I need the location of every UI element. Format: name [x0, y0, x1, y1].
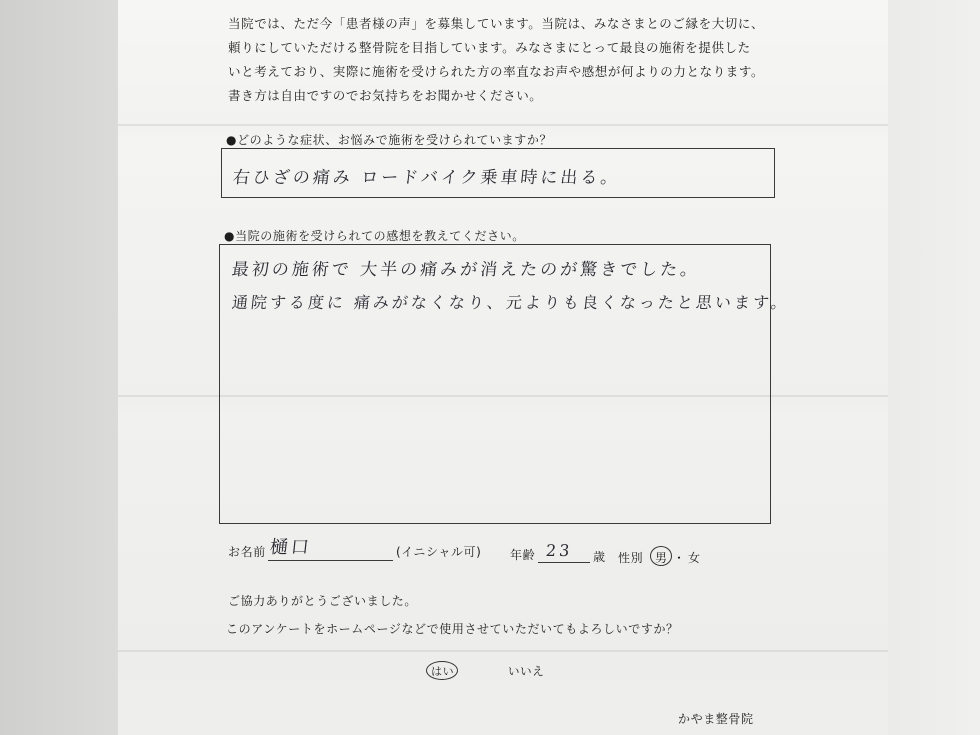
consent-no: いいえ: [508, 664, 545, 678]
gender-male: 男: [655, 551, 668, 565]
consent-question: このアンケートをホームページなどで使用させていただいてもよろしいですか？: [226, 622, 679, 636]
thanks-text: ご協力ありがとうございました。: [228, 594, 418, 608]
background-left: [0, 0, 130, 735]
intro-line-2: 頼りにしていただける整骨院を目指しています。みなさまにとって最良の施術を提供した: [228, 40, 751, 55]
question-2-answer-line-2: 通院する度に 痛みがなくなり、元よりも良くなったと思います。: [230, 293, 791, 312]
question-2-answer-line-1: 最初の施術で 大半の痛みが消えたのが驚きでした。: [230, 260, 702, 280]
intro-line-4: 書き方は自由ですのでお気持ちをお聞かせください。: [228, 88, 543, 103]
age-underline: [538, 562, 590, 563]
age-value: 23: [545, 541, 574, 560]
intro-line-3: いと考えており、実際に施術を受けられた方の率直なお声や感想が何よりの力となります。: [228, 64, 765, 79]
question-2-answer-box: [219, 244, 771, 524]
survey-sheet: [118, 0, 888, 735]
consent-yes: はい: [431, 665, 455, 678]
intro-line-1: 当院では、ただ今「患者様の声」を募集しています。当院は、みなさまとのご縁を大切に、: [228, 16, 765, 31]
age-unit: 歳: [593, 550, 606, 564]
name-value: 樋口: [268, 537, 313, 558]
initial-note: (イニシャル可): [396, 545, 482, 559]
question-1-answer: 右ひざの痛み ロードバイク乗車時に出る。: [231, 168, 622, 188]
name-underline: [268, 560, 393, 561]
name-label: お名前: [228, 545, 266, 559]
gender-separator: ・: [673, 551, 686, 565]
paper-fold: [118, 650, 888, 652]
clinic-name: かやま整骨院: [678, 712, 754, 726]
paper-fold: [118, 124, 888, 126]
question-2-label: ●当院の施術を受けられての感想を教えてください。: [224, 229, 525, 243]
gender-female: 女: [688, 551, 701, 565]
gender-label: 性別: [618, 551, 644, 565]
age-label: 年齢: [510, 548, 536, 562]
question-1-label: ●どのような症状、お悩みで施術を受けられていますか？: [226, 133, 553, 147]
